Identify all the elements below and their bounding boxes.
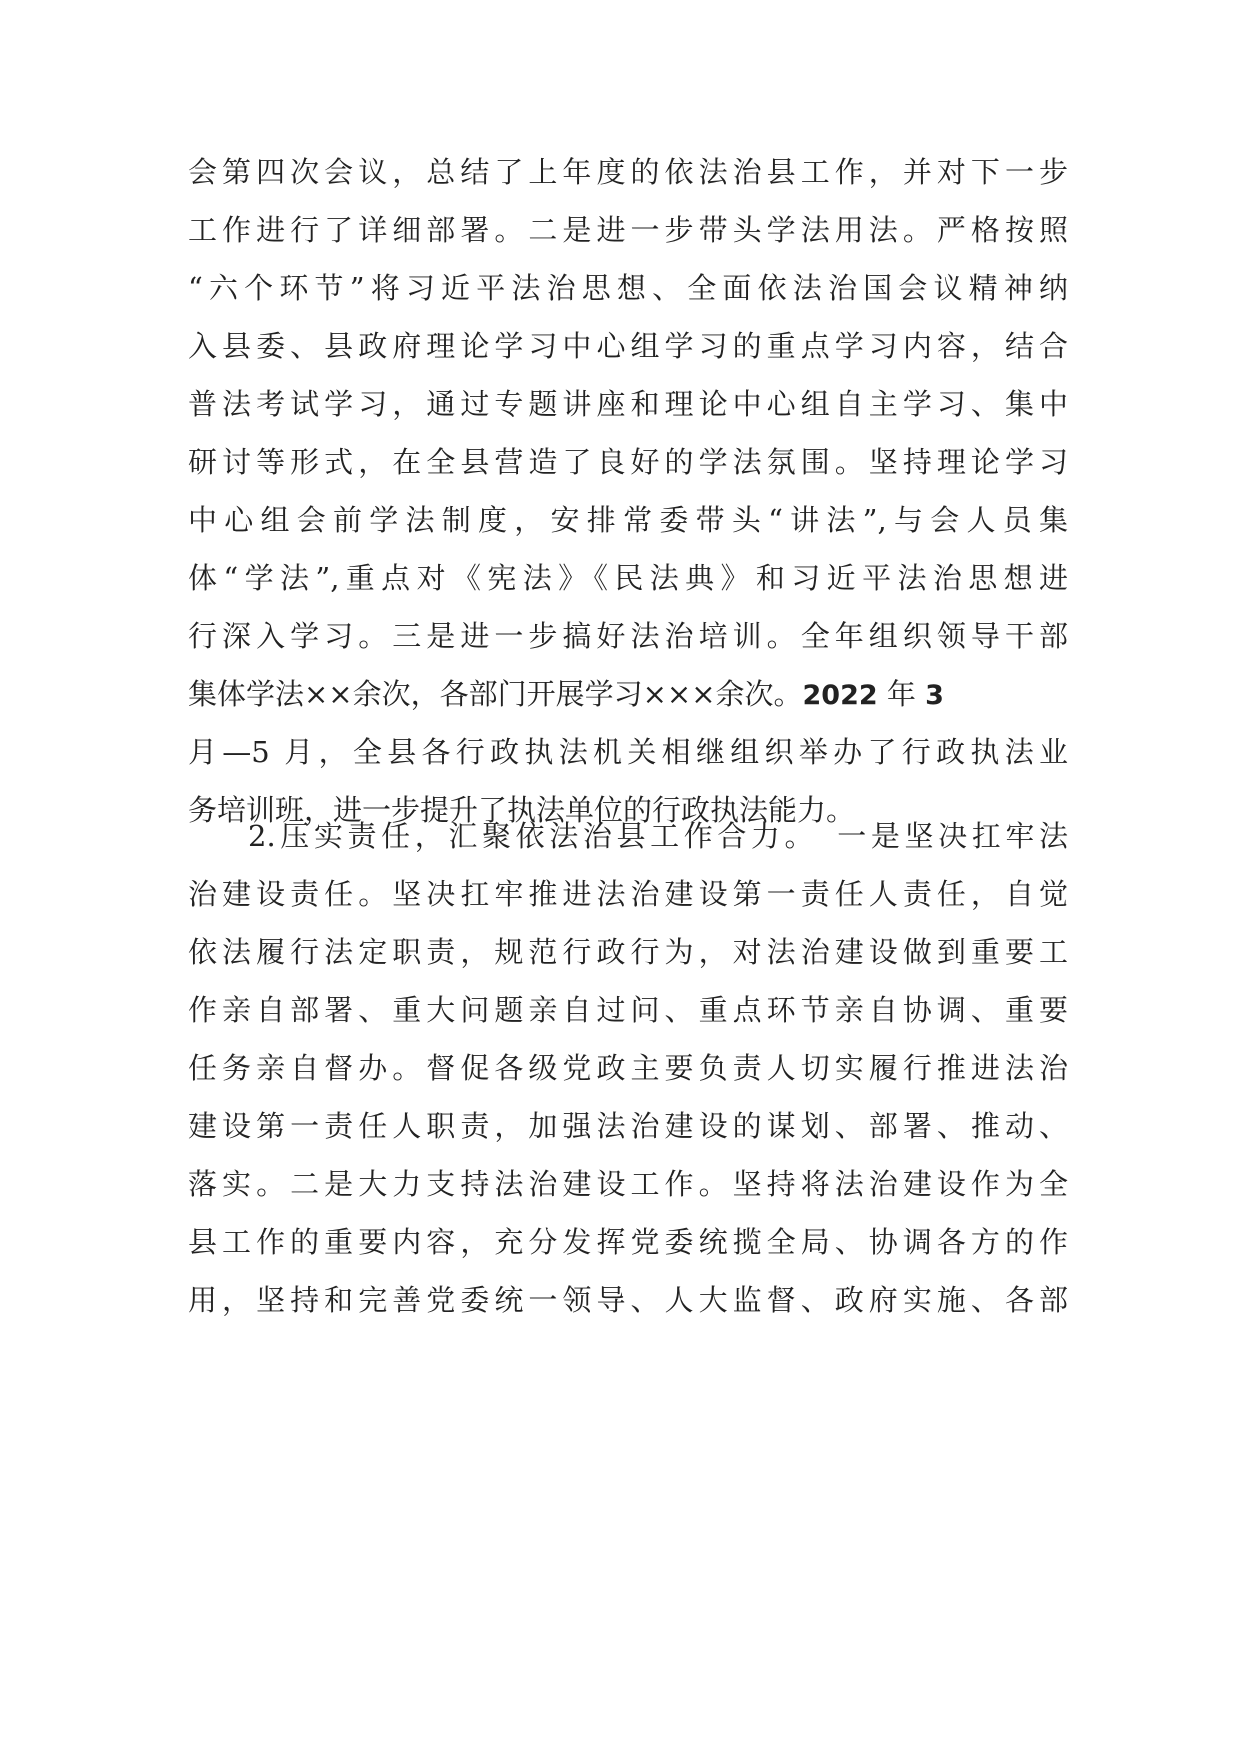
year-number: 2022 — [802, 680, 878, 711]
paragraph-line: 务培训班，进一步提升了执法单位的行政执法能力。 — [188, 793, 856, 827]
paragraph-line: 依法履行法定职责，规范行政行为，对法治建设做到重要工 — [188, 935, 1068, 969]
line-text: 集体学法××余次，各部门开展学习×××余次。 — [188, 677, 803, 711]
paragraph-line: 县工作的重要内容，充分发挥党委统揽全局、协调各方的作 — [188, 1225, 1068, 1259]
paragraph-line-with-date — [188, 665, 1068, 723]
paragraph-line: 作亲自部署、重大问题亲自过问、重点环节亲自协调、重要 — [188, 993, 1068, 1027]
paragraph-line: 建设第一责任人职责，加强法治建设的谋划、部署、推动、 — [188, 1109, 1068, 1143]
paragraph-line: 普法考试学习，通过专题讲座和理论中心组自主学习、集中 — [188, 387, 1068, 421]
paragraph-line: 任务亲自督办。督促各级党政主要负责人切实履行推进法治 — [188, 1051, 1068, 1085]
paragraph-line: 治建设责任。坚决扛牢推进法治建设第一责任人责任，自觉 — [188, 877, 1068, 911]
paragraph-line: 会第四次会议，总结了上年度的依法治县工作，并对下一步 — [188, 155, 1068, 189]
paragraph-line: 中心组会前学法制度，安排常委带头“讲法”,与会人员集 — [188, 503, 1068, 537]
paragraph-line: 体“学法”,重点对《宪法》《民法典》和习近平法治思想进 — [188, 561, 1068, 595]
paragraph-line: “六个环节”将习近平法治思想、全面依法治国会议精神纳 — [188, 271, 1068, 305]
year-suffix: 年 — [877, 677, 926, 711]
month-number: 3 — [925, 680, 944, 711]
paragraph-1 — [188, 143, 1068, 839]
paragraph-line: 月—5 月，全县各行政执法机关相继组织举办了行政执法业 — [188, 735, 1068, 769]
paragraph-line: 研讨等形式，在全县营造了良好的学法氛围。坚持理论学习 — [188, 445, 1068, 479]
paragraph-heading-line: 2.压实责任，汇聚依法治县工作合力。 一是坚决扛牢法 — [248, 819, 1068, 853]
paragraph-line: 工作进行了详细部署。二是进一步带头学法用法。严格按照 — [188, 213, 1068, 247]
paragraph-line: 入县委、县政府理论学习中心组学习的重点学习内容，结合 — [188, 329, 1068, 363]
paragraph-line: 行深入学习。三是进一步搞好法治培训。全年组织领导干部 — [188, 619, 1068, 653]
paragraph-line: 落实。二是大力支持法治建设工作。坚持将法治建设作为全 — [188, 1167, 1068, 1201]
paragraph-line: 用，坚持和完善党委统一领导、人大监督、政府实施、各部 — [188, 1283, 1068, 1317]
paragraph-2 — [188, 807, 1068, 1329]
